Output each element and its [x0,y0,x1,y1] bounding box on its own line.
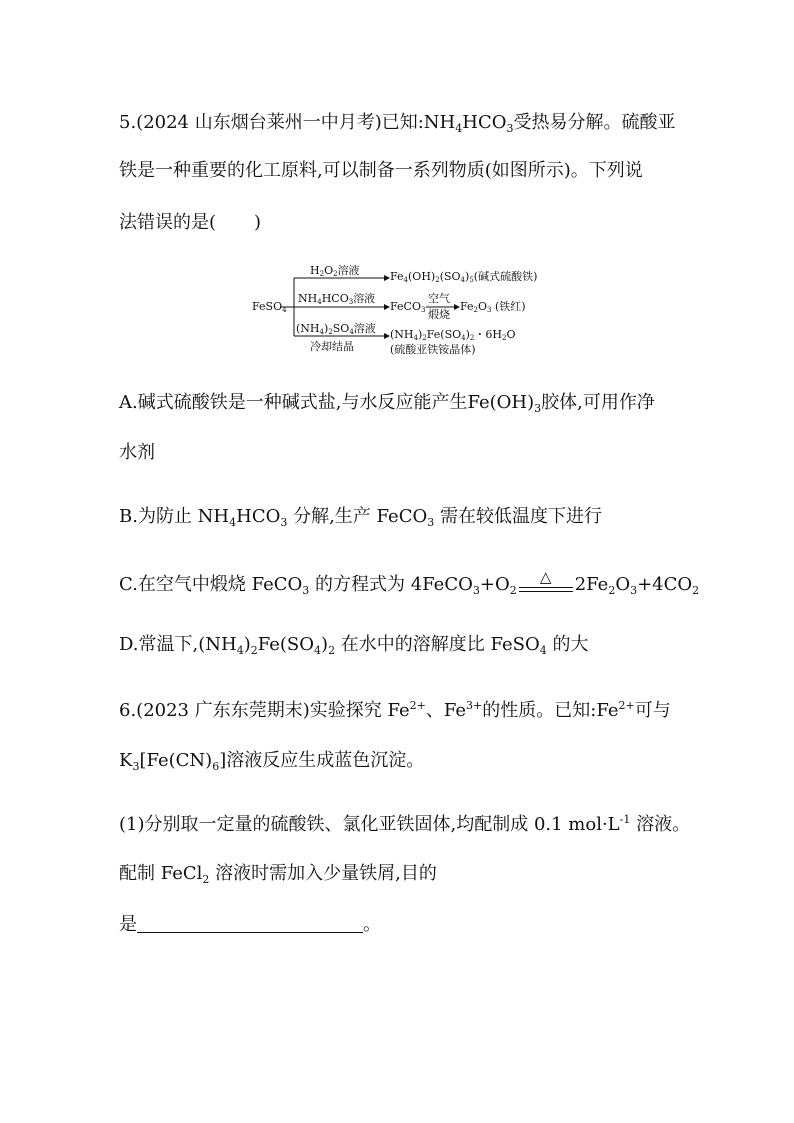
branch2-product: $Fe_2O_3$ (铁红) [460,300,526,314]
scheme-start: FeSO$_4$ [252,300,287,314]
q5-line-2: 铁是一种重要的化工原料,可以制备一系列物质(如图所示)。下列说 [119,160,643,181]
heat-triangle-icon: △ [539,568,552,586]
option-a-line-2: 水剂 [119,442,155,463]
branch2-intermediate: FeCO$_3$ [390,300,426,314]
q6-part1-line-3: 是 。 [119,914,381,935]
branch1-product: $Fe_4(OH)_2(SO_4)_5$(碱式硫酸铁) [390,270,538,284]
branch2-reagent: $NH_4HCO_3$溶液 [298,292,376,306]
branch3-product-name: (硫酸亚铁铵晶体) [390,343,476,356]
option-b: B.为防止 $NH_4HCO_3$ 分解,生产 FeCO$_3$ 需在较低温度下进行 [119,506,602,529]
q5-line-3: 法错误的是( ) [119,212,262,233]
q6-part1-line-2: 配制 FeCl$_2$ 溶液时需加入少量铁屑,目的 [119,863,437,886]
reaction-scheme [250,260,550,360]
branch2-condition-top: 空气 [428,292,450,305]
option-a-line-1: A.碱式硫酸铁是一种碱式盐,与水反应能产生$Fe(OH)_3$胶体,可用作净 [119,392,655,415]
branch2-condition-bottom: 煅烧 [428,308,450,321]
q5-line-1: 5.(2024 山东烟台莱州一中月考)已知$:NH_4HCO_3$受热易分解。硫酸亚 [119,112,676,135]
option-d: D.常温下$,(NH_4)_2Fe(SO_4)_2$ 在水中的溶解度比 FeSO$_4$ 的大 [119,634,589,657]
branch3-condition: 冷却结晶 [310,340,354,353]
branch3-reagent: $(NH_4)_2SO_4$溶液 [296,322,376,336]
branch3-product: $(NH_4)_2Fe(SO_4)_2$・$6H_2O$ [390,328,516,342]
q6-part1-line-1: (1)分别取一定量的硫酸铁、氯化亚铁固体,均配制成 0.1 $mol\cdot L^{-1}$ 溶液。 [119,813,691,835]
q6-line-2: $K_3[Fe(CN)_6]$溶液反应生成蓝色沉淀。 [119,750,425,773]
answer-blank[interactable] [137,914,363,933]
branch1-reagent: $H_2O_2$溶液 [310,264,360,278]
heat-equals-sign [517,568,575,598]
option-c: C.在空气中煅烧 FeCO$_3$ 的方程式为 $4FeCO_3+O_2$ △ $2Fe_2O_3+4CO_2$ [119,568,700,597]
q6-line-1: 6.(2023 广东东莞期末)实验探究 $Fe^{2+}$、$Fe^{3+}$的性质。已知$:Fe^{2+}$可与 [119,699,671,721]
